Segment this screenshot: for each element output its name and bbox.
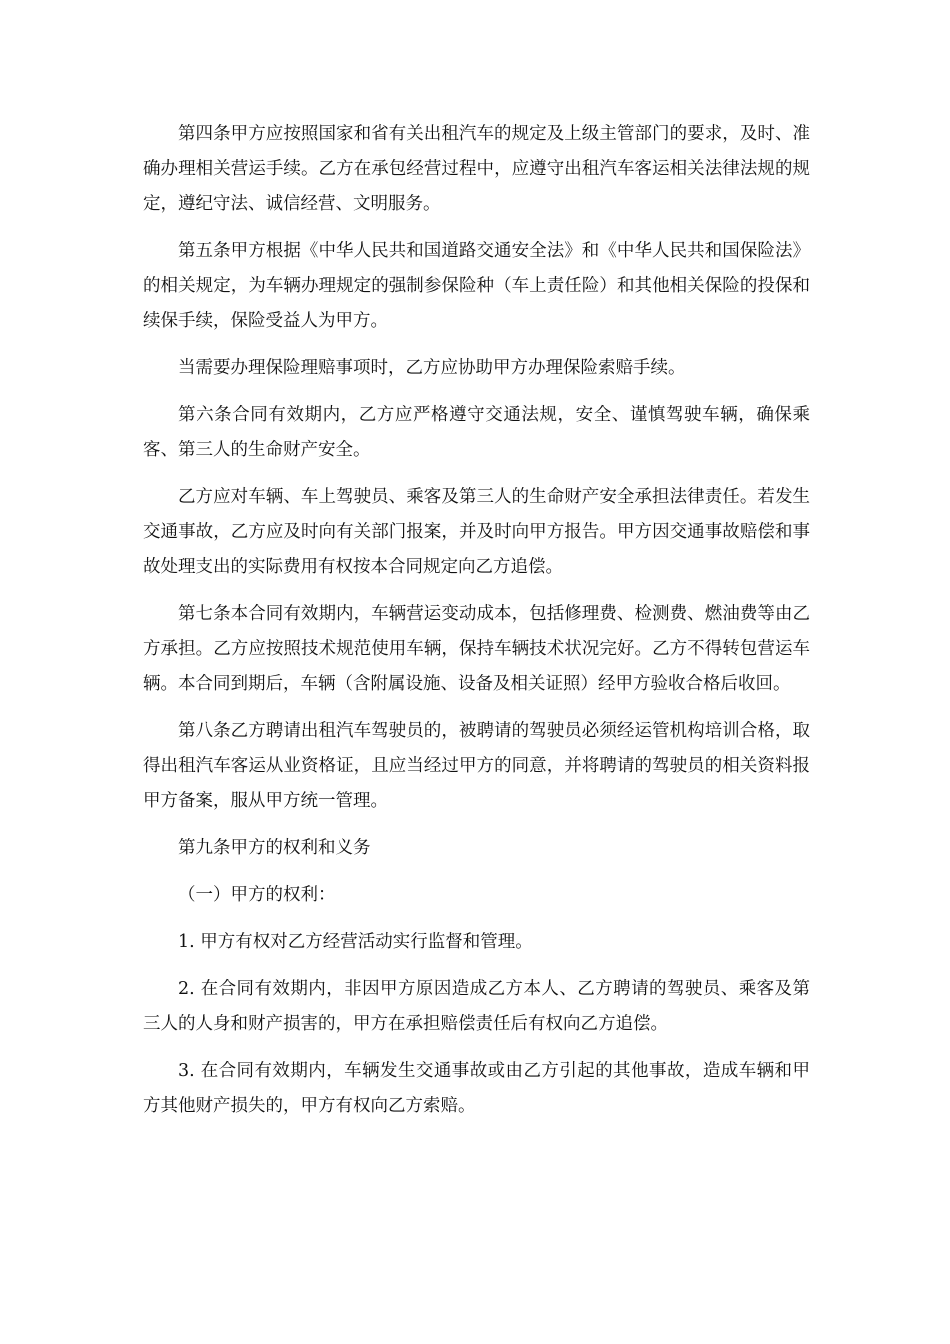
paragraph-right-2: 2. 在合同有效期内，非因甲方原因造成乙方本人、乙方聘请的驾驶员、乘客及第三人的人身和财产损害的，甲方在承担赔偿责任后有权向乙方追偿。: [143, 979, 810, 1034]
paragraph-article-7: 第七条本合同有效期内，车辆营运变动成本，包括修理费、检测费、燃油费等由乙方承担。乙方应按照技术规范使用车辆，保持车辆技术状况完好。乙方不得转包营运车辆。本合同到期后，车辆（含附属设施、设备及相关证照）经甲方验收合格后收回。: [143, 604, 810, 694]
paragraph-insurance-claim: 当需要办理保险理赔事项时，乙方应协助甲方办理保险索赔手续。: [178, 358, 686, 378]
paragraph-right-3: 3. 在合同有效期内，车辆发生交通事故或由乙方引起的其他事故，造成车辆和甲方其他财产损失的，甲方有权向乙方索赔。: [143, 1061, 810, 1116]
paragraph-article-4: 第四条甲方应按照国家和省有关出租汽车的规定及上级主管部门的要求，及时、准确办理相关营运手续。乙方在承包经营过程中，应遵守出租汽车客运相关法律法规的规定，遵纪守法、诚信经营、文明服务。: [143, 124, 810, 214]
paragraph-article-9-heading: 第九条甲方的权利和义务: [178, 838, 371, 858]
paragraph-rights-heading: （一）甲方的权利：: [178, 885, 336, 905]
paragraph-article-5: 第五条甲方根据《中华人民共和国道路交通安全法》和《中华人民共和国保险法》的相关规定，为车辆办理规定的强制参保险种（车上责任险）和其他相关保险的投保和续保手续，保险受益人为甲方。: [143, 241, 810, 331]
document-body: [143, 117, 810, 1136]
paragraph-article-6: 第六条合同有效期内，乙方应严格遵守交通法规，安全、谨慎驾驶车辆，确保乘客、第三人的生命财产安全。: [143, 405, 810, 460]
paragraph-right-1: 1. 甲方有权对乙方经营活动实行监督和管理。: [178, 932, 533, 952]
paragraph-liability: 乙方应对车辆、车上驾驶员、乘客及第三人的生命财产安全承担法律责任。若发生交通事故，乙方应及时向有关部门报案，并及时向甲方报告。甲方因交通事故赔偿和事故处理支出的实际费用有权按本合同规定向乙方追偿。: [143, 487, 810, 577]
paragraph-article-8: 第八条乙方聘请出租汽车驾驶员的，被聘请的驾驶员必须经运管机构培训合格，取得出租汽车客运从业资格证，且应当经过甲方的同意，并将聘请的驾驶员的相关资料报甲方备案，服从甲方统一管理。: [143, 721, 810, 811]
